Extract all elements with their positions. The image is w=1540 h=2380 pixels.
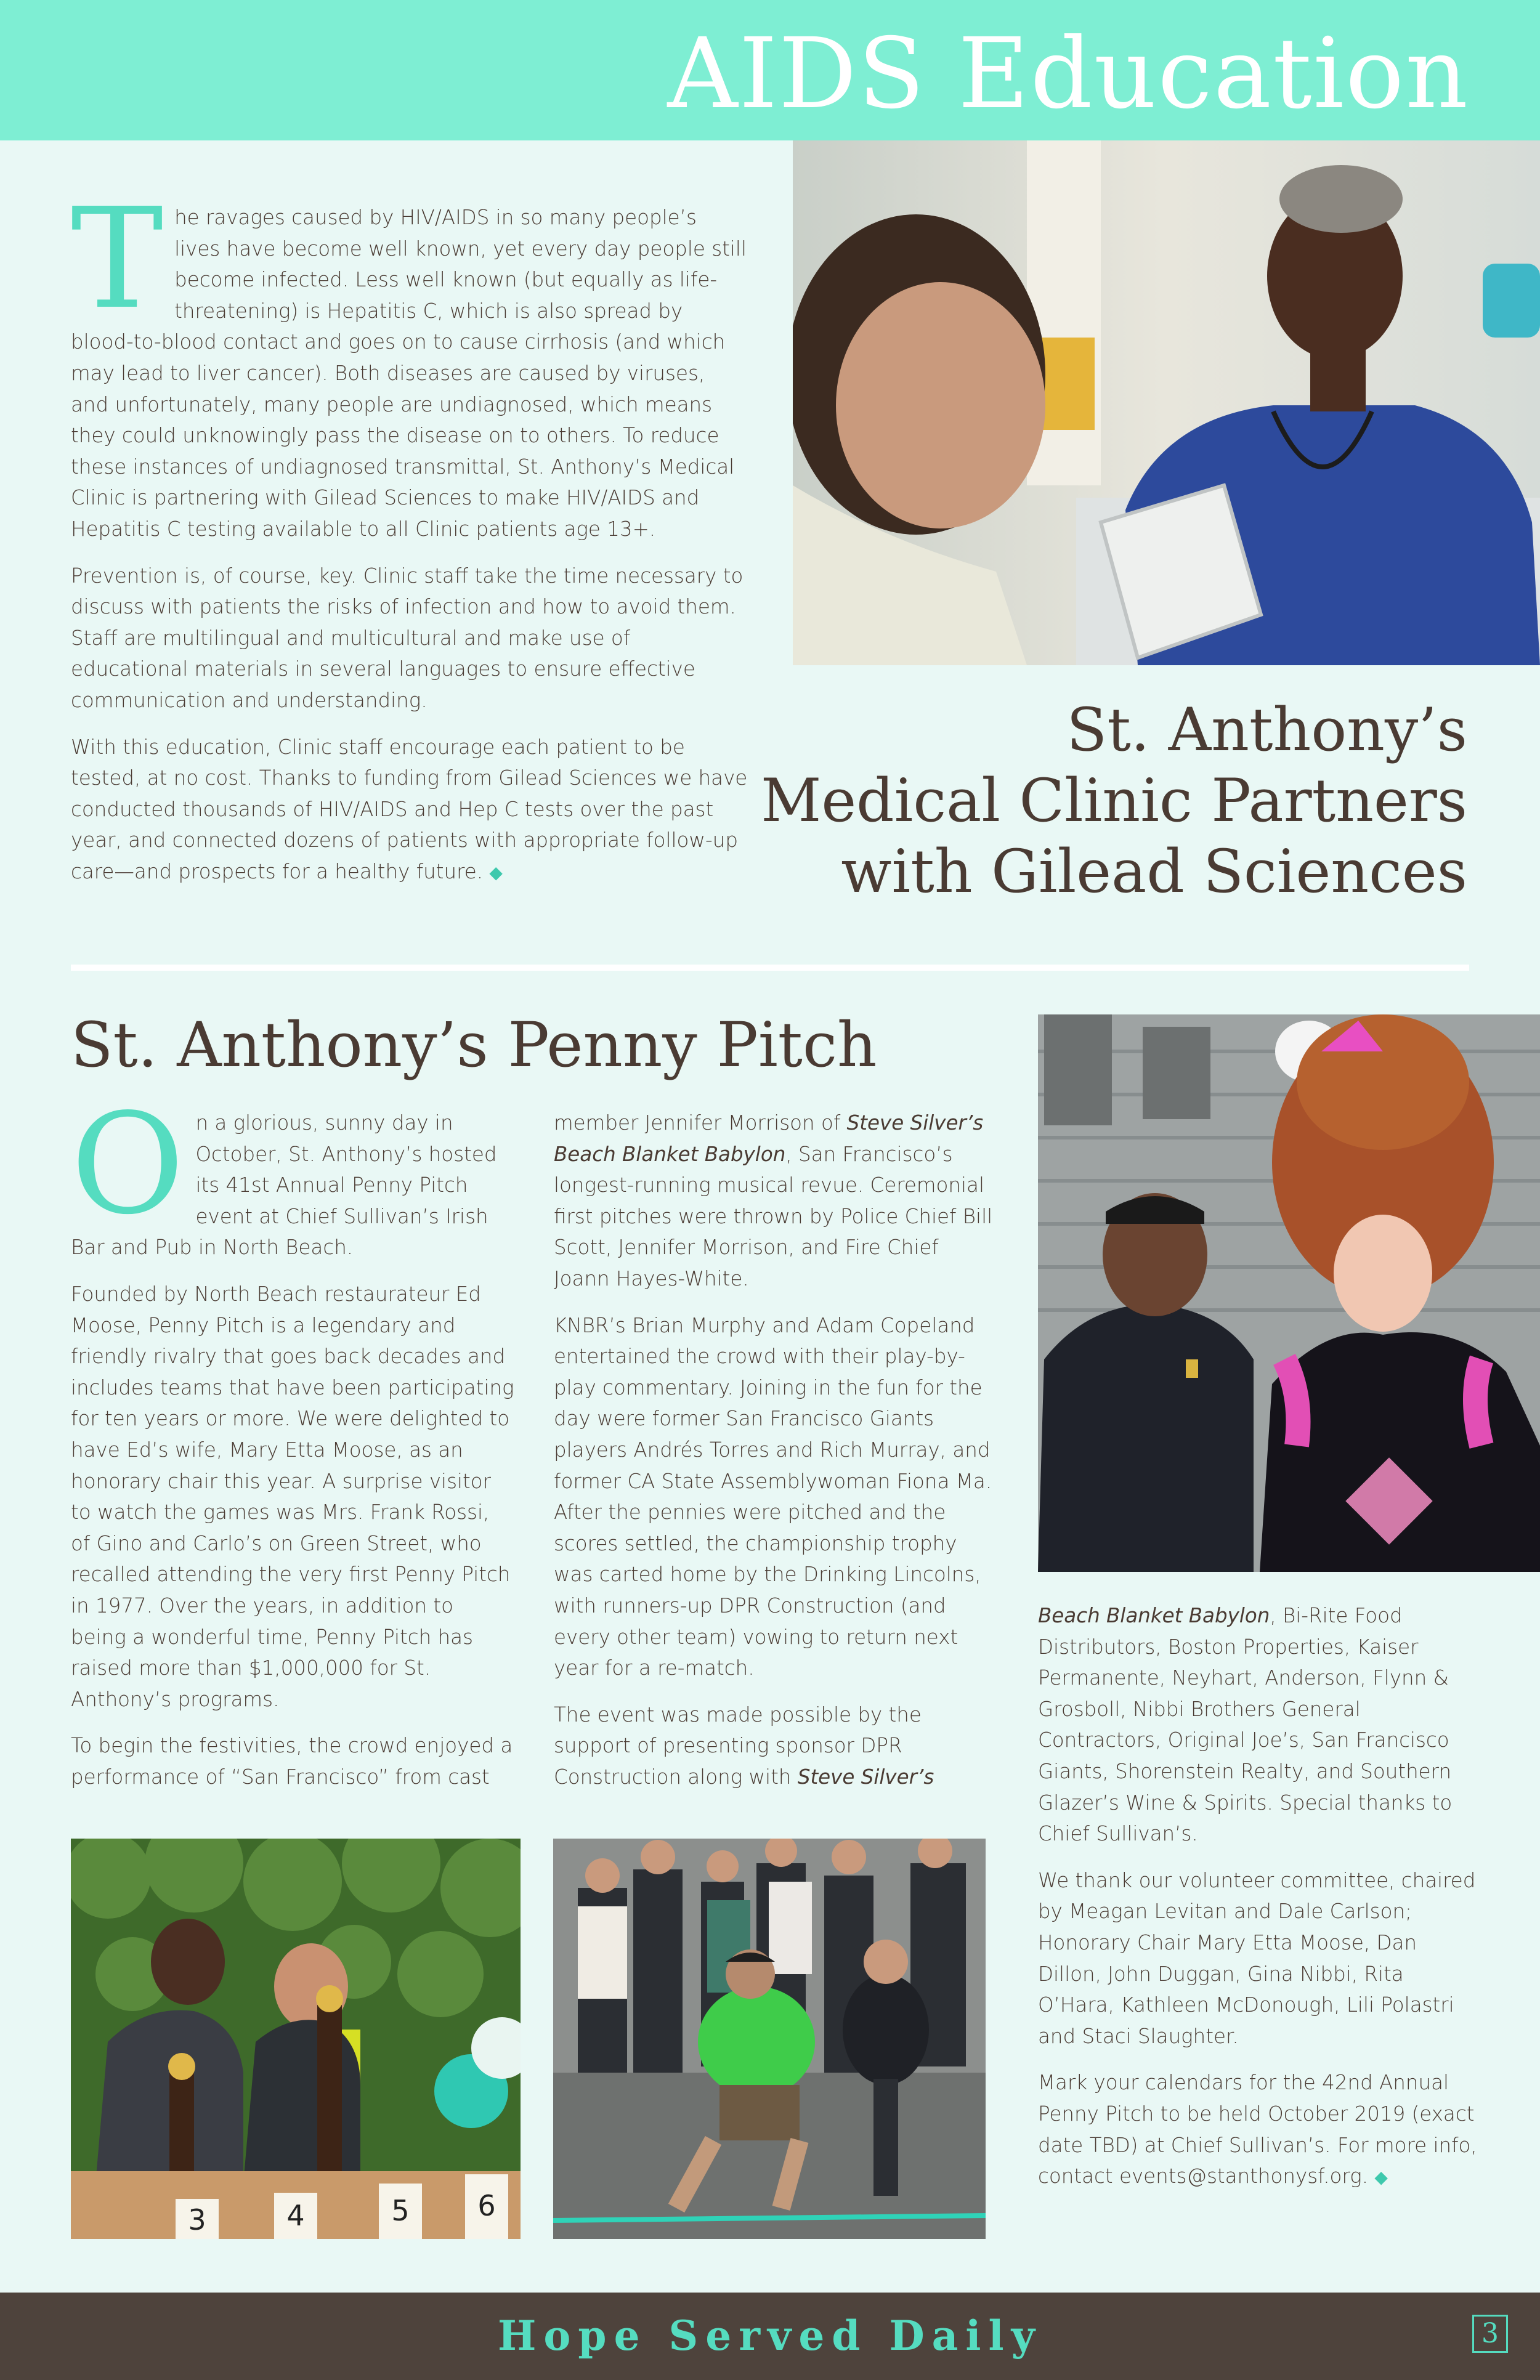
article1-subhead: St. Anthony’s Medical Clinic Partners with Gilead Sciences xyxy=(761,695,1467,906)
article1-paragraph-3: With this education, Clinic staff encourage each patient to be tested, at no cost. Thanks to funding from Gilead Sciences we have conducted thousands of HIV/AIDS and Hep C tests over the past year, and connected dozens of patients with appropriate follow-up care—and prospects for a healthy future. ◆ xyxy=(71,735,748,883)
article1-paragraph-2: Prevention is, of course, key. Clinic staff take the time necessary to discuss with patients the risks of infection and how to avoid them. Staff are multilingual and multicultural and make use of educational materials in several languages to ensure effective communication and understanding. xyxy=(71,564,744,712)
page-title: AIDS Education xyxy=(667,17,1469,131)
trophy-photo xyxy=(71,1839,521,2239)
article2-column-1 xyxy=(71,1084,514,1808)
article2-paragraph-3: To begin the festivities, the crowd enjoyed a performance of “San Francisco” from cast xyxy=(71,1734,513,1789)
board-number-3: 3 xyxy=(188,2203,206,2236)
article2-title: St. Anthony’s Penny Pitch xyxy=(71,1009,877,1081)
article2-column-3 xyxy=(1038,1600,1478,2209)
article2-paragraph-4: member Jennifer Morrison of Steve Silver’s Beach Blanket Babylon, San Francisco’s longest-running musical revue. Ceremonial first pitches were thrown by Police Chief Bill Scott, Jennifer Morrison, and Fire Chief Joann Hayes-White. xyxy=(554,1111,993,1290)
article2-paragraph-8: We thank our volunteer committee, chaired by Meagan Levitan and Dale Carlson; Honorary Chair Mary Etta Moose, Dan Dillon, John Duggan, Gina Nibbi, Rita O’Hara, Kathleen McDonough, Lili Polastri and Staci Slaughter. xyxy=(1038,1868,1476,2048)
end-mark-icon: ◆ xyxy=(489,862,503,883)
board-number-6: 6 xyxy=(477,2189,496,2222)
chief-and-performer-photo xyxy=(1038,1014,1540,1572)
section-divider xyxy=(71,965,1469,971)
board-number-5: 5 xyxy=(391,2194,410,2227)
article2-paragraph-1: On a glorious, sunny day in October, St. Anthony’s hosted its 41st Annual Penny Pitch event at Chief Sullivan’s Irish Bar and Pub in North Beach. xyxy=(71,1084,497,1260)
board-number-4: 4 xyxy=(286,2199,305,2232)
footer-tagline: Hope Served Daily xyxy=(498,2312,1042,2360)
article2-paragraph-7: Beach Blanket Babylon, Bi-Rite Food Distributors, Boston Properties, Kaiser Permanente, Neyhart, Anderson, Flynn & Grosboll, Nibbi Brothers General Contractors, Original Joe’s, San Francisco Giants, Shorenstein Realty, and Southern Glazer’s Wine & Spirits. Special thanks to Chief Sullivan’s. xyxy=(1038,1604,1453,1846)
end-mark-icon: ◆ xyxy=(1374,2167,1388,2188)
clinic-photo xyxy=(793,140,1540,665)
article2-paragraph-9: Mark your calendars for the 42nd Annual Penny Pitch to be held October 2019 (exact date TBD) at Chief Sullivan’s. For more info, contact events@stanthonysf.org. ◆ xyxy=(1038,2071,1477,2188)
article2-paragraph-2: Founded by North Beach restaurateur Ed Moose, Penny Pitch is a legendary and friendly rivalry that goes back decades and includes teams that have been participating for ten years or more. We were delighted to have Ed’s wife, Mary Etta Moose, as an honorary chair this year. A surprise visitor to watch the games was Mrs. Frank Rossi, of Gino and Carlo’s on Green Street, who recalled attending the very first Penny Pitch in 1977. Over the years, in addition to being a wonderful time, Penny Pitch has raised more than $1,000,000 for St. Anthony’s programs. xyxy=(71,1282,514,1711)
article1-paragraph-1: The ravages caused by HIV/AIDS in so many people’s lives have become well known, yet every day people still become infected. Less well known (but equally as life-threatening) is Hepatitis C, which is also spread by blood-to-blood contact and goes on to cause cirrhosis (and which may lead to liver cancer). Both diseases are caused by viruses, and unfortunately, many people are undiagnosed, which means they could unknowingly pass the disease on to others. To reduce these instances of undiagnosed transmittal, St. Anthony’s Medical Clinic is partnering with Gilead Sciences to make HIV/AIDS and Hepatitis C testing available to all Clinic patients age 13+. xyxy=(71,179,747,541)
penny-pitching-photo xyxy=(553,1839,986,2239)
article1-body xyxy=(71,179,748,904)
article2-column-2 xyxy=(554,1107,997,1808)
article1-dropcap: T xyxy=(71,179,164,340)
article2-dropcap: O xyxy=(71,1084,185,1245)
article2-paragraph-5: KNBR’s Brian Murphy and Adam Copeland entertained the crowd with their play-by-play commentary. Joining in the fun for the day were former San Francisco Giants players Andrés Torres and Rich Murray, and former CA State Assemblywoman Fiona Ma. After the pennies were pitched and the scores settled, the championship trophy was carted home by the Drinking Lincolns, with runners-up DPR Construction (and every other team) vowing to return next year for a re-match. xyxy=(554,1313,992,1680)
article2-paragraph-6: The event was made possible by the support of presenting sponsor DPR Construction along with Steve Silver’s xyxy=(554,1702,934,1789)
page-number: 3 xyxy=(1472,2315,1508,2353)
